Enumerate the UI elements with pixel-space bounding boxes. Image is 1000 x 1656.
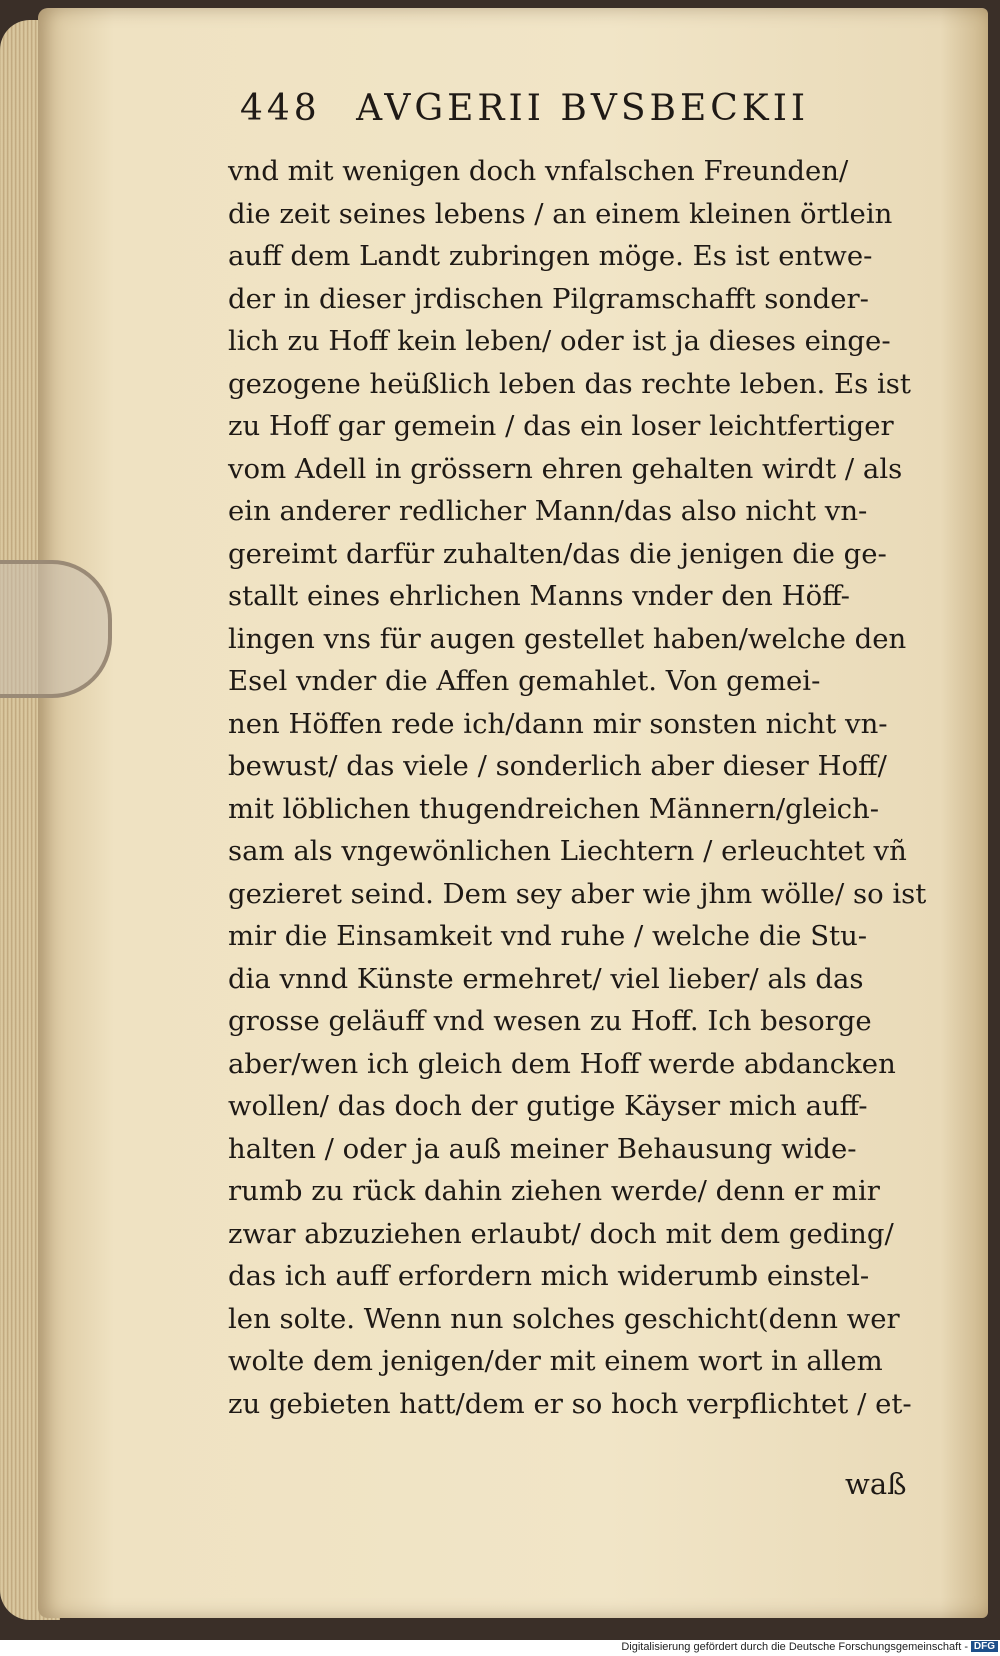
text-line: halten / oder ja auß meiner Behausung wide-: [228, 1132, 857, 1165]
text-line: zu gebieten hatt/dem er so hoch verpflichtet / et-: [228, 1387, 912, 1420]
text-line: mit löblichen thugendreichen Männern/gleich-: [228, 792, 880, 825]
text-line: lich zu Hoff kein leben/ oder ist ja dieses einge-: [228, 325, 891, 357]
text-line: der in dieser jrdischen Pilgramschafft sonder-: [228, 282, 869, 315]
dfg-logo: DFG: [971, 1641, 998, 1652]
footer-bar: [0, 1640, 1000, 1656]
text-line: ein anderer redlicher Mann/das also nicht vn-: [228, 495, 868, 527]
funding-credit: Digitalisierung gefördert durch die Deutsche Forschungsgemeinschaft -: [621, 1641, 968, 1653]
running-header: [240, 88, 880, 138]
catchword: waß: [845, 1467, 907, 1501]
text-line: wollen/ das doch der gutige Käyser mich auff-: [228, 1090, 868, 1122]
text-line: nen Höffen rede ich/dann mir sonsten nicht vn-: [228, 707, 888, 740]
text-line: dia vnnd Künste ermehret/ viel lieber/ als das: [228, 962, 864, 995]
text-line: mir die Einsamkeit vnd ruhe / welche die Stu-: [228, 920, 868, 952]
text-line: sam als vngewönlichen Liechtern / erleuchtet vñ: [228, 835, 907, 867]
text-line: wolte dem jenigen/der mit einem wort in allem: [228, 1345, 883, 1377]
text-line: zwar abzuziehen erlaubt/ doch mit dem geding/: [228, 1217, 894, 1250]
text-line: aber/wen ich gleich dem Hoff werde abdancken: [228, 1047, 896, 1080]
text-line: grosse geläuff vnd wesen zu Hoff. Ich besorge: [228, 1005, 872, 1037]
text-line: gezieret seind. Dem sey aber wie jhm wölle/ so ist: [228, 877, 927, 910]
body-text: [228, 150, 927, 1425]
text-line: len solte. Wenn nun solches geschicht(denn wer: [228, 1302, 900, 1335]
text-line: stallt eines ehrlichen Manns vnder den Höff-: [228, 580, 850, 612]
text-line: Esel vnder die Affen gemahlet. Von gemei-: [228, 665, 821, 697]
text-line: gezogene heüßlich leben das rechte leben. Es ist: [228, 367, 911, 400]
page-number: 448: [240, 88, 321, 129]
text-line: zu Hoff gar gemein / das ein loser leichtfertiger: [228, 410, 894, 442]
text-line: vnd mit wenigen doch vnfalschen Freunden/: [228, 155, 849, 187]
text-line: auff dem Landt zubringen möge. Es ist entwe-: [228, 240, 873, 272]
text-line: bewust/ das viele / sonderlich aber dieser Hoff/: [228, 750, 887, 782]
text-line: vom Adell in grössern ehren gehalten wirdt / als: [228, 452, 903, 485]
text-line: das ich auff erfordern mich widerumb einstel-: [228, 1260, 870, 1292]
text-line: rumb zu rück dahin ziehen werde/ denn er mir: [228, 1175, 880, 1207]
text-line: die zeit seines lebens / an einem kleinen örtlein: [228, 197, 893, 230]
book-clasp: [0, 560, 112, 698]
text-line: lingen vns für augen gestellet haben/welche den: [228, 622, 907, 655]
text-line: gereimt darfür zuhalten/das die jenigen die ge-: [228, 537, 887, 570]
running-head: AVGERII BVSBECKII: [356, 88, 810, 129]
